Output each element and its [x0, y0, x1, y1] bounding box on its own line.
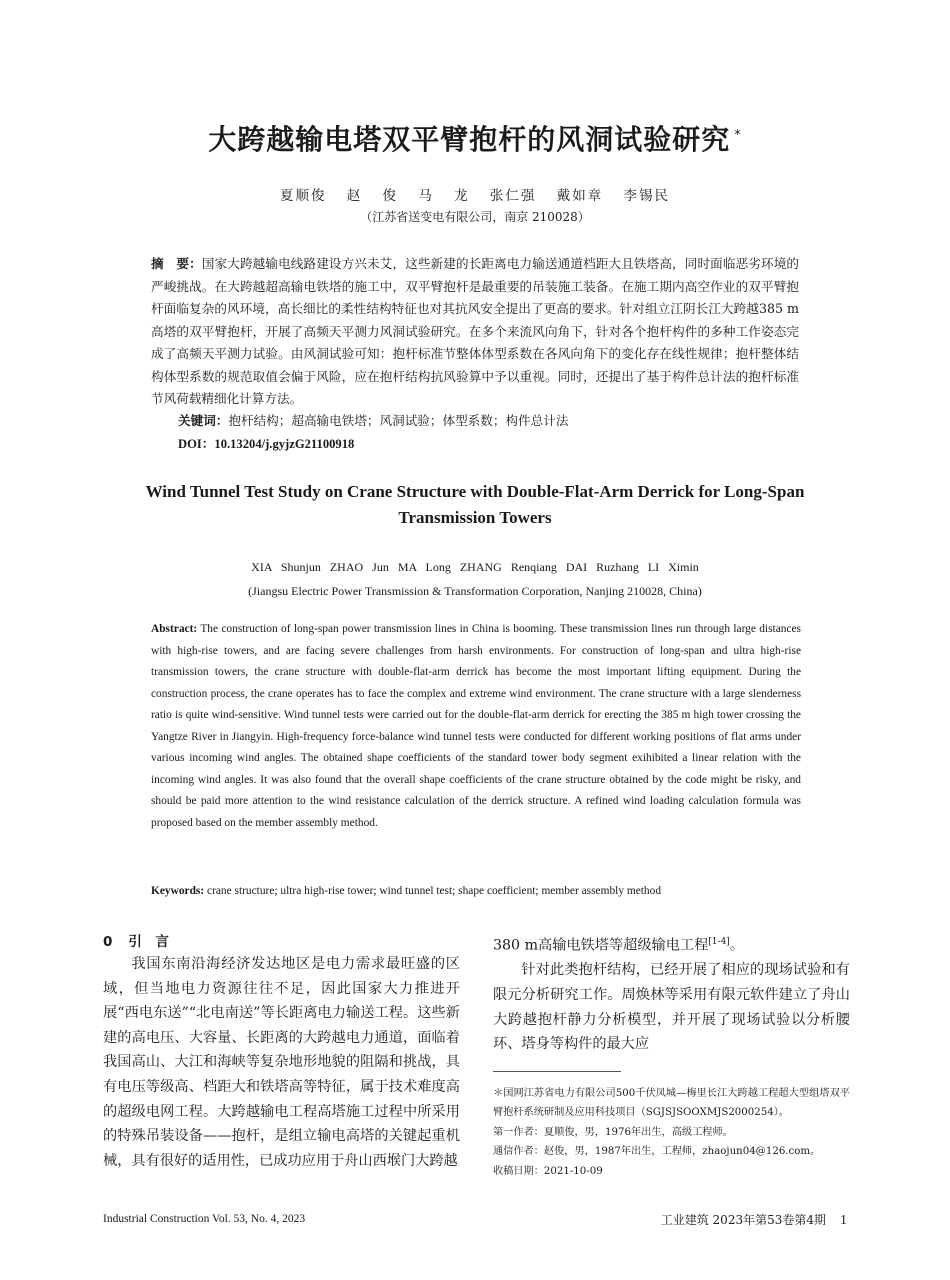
footnote-corresponding-author: 通信作者：赵俊，男，1987年出生，工程师，zhaojun04@126.com。 [493, 1146, 821, 1158]
body-column-right [493, 930, 850, 1181]
citation-ref: [1-4] [708, 937, 730, 947]
keywords-en-text: crane structure; ultra high-rise tower; wind tunnel test; shape coefficient; member assembly method [207, 885, 662, 897]
journal-footer-cn-text: 工业建筑 2023年第53卷第4期 [660, 1213, 826, 1227]
abstract-cn-text: 国家大跨越输电线路建设方兴未艾，这些新建的长距离电力输送通道档距大且铁塔高，同时面临恶劣环境的严峻挑战。在大跨越超高输电铁塔的施工中，双平臂抱杆是最重要的吊装施工装备。在施工期内高空作业的双平臂抱杆面临复杂的风环境，高长细比的柔性结构特征也对其抗风安全提出了更高的要求。针对组立江阴长江大跨越385 m高塔的双平臂抱杆，开展了高频天平测力风洞试验研究。在多个来流风向角下，针对各个抱杆构件的多种工作姿态完成了高频天平测力试验。由风洞试验可知：抱杆标准节整体体型系数在各风向角下的变化存在线性规律；抱杆整体结构体型系数的规范取值会偏于风险，应在抱杆结构抗风验算中予以重视。同时，还提出了基于构件总计法的抱杆标准节风荷载精细化计算方法。 [151, 256, 800, 406]
footnote-divider [493, 1071, 621, 1072]
footnote-funding: ＊国网江苏省电力有限公司500千伏凤城—梅里长江大跨越工程超大型组塔双平臂抱杆系统研制及应用科技项目（SGJSJSOOXMJS2000254）。 [493, 1087, 850, 1119]
keywords-cn-text: 抱杆结构；超高输电铁塔；风洞试验；体型系数；构件总计法 [228, 413, 569, 428]
abstract-en-label: Abstract: [151, 623, 198, 635]
journal-footer-en: Industrial Construction Vol. 53, No. 4, 2023 [103, 1213, 306, 1225]
doi-line [178, 433, 354, 452]
keywords-cn-label: 关键词： [178, 413, 229, 428]
authors-cn: 夏顺俊 赵 俊 马 龙 张仁强 戴如章 李锡民 [279, 188, 671, 204]
authors-en: XIA Shunjun ZHAO Jun MA Long ZHANG Renqiang DAI Ruzhang LI Ximin [251, 560, 699, 574]
intro-p1-cont-text: 380 m高输电铁塔等超级输电工程 [493, 937, 709, 954]
abstract-en [151, 619, 801, 834]
journal-footer-cn [661, 1211, 847, 1229]
doi-value: 10.13204/j.gyjzG21100918 [214, 437, 355, 451]
section-heading [103, 930, 460, 952]
intro-paragraph-2: 针对此类抱杆结构，已经开展了相应的现场试验和有限元分析研究工作。周焕林等采用有限元软件建立了舟山大跨越抱杆静力分析模型，并开展了现场试验以分析腰环、塔身等构件的最大应 [493, 962, 850, 1053]
affiliation-cn: （江苏省送变电有限公司，南京 210028） [360, 210, 590, 224]
intro-paragraph-1-continued [493, 930, 850, 958]
paper-title-cn [0, 118, 950, 158]
keywords-en [151, 885, 661, 897]
affiliation-en: (Jiangsu Electric Power Transmission & Transformation Corporation, Nanjing 210028, China) [248, 584, 702, 598]
abstract-en-text: The construction of long-span power transmission lines in China is booming. These transmission lines run through large distances with high-rise towers, and are facing severe challenges from harsh environments. For construction of long-span and ultra high-rise transmission towers, the crane structure with double-flat-arm derrick has become the most important lifting equipment. During the construction process, the crane operates has to face the complex and extreme wind environment. The crane structure with a large slenderness ratio is quite wind-sensitive. Wind tunnel tests were carried out for the double-flat-arm derrick for erecting the 385 m high tower crossing the Yangtze River in Jiangyin. High-frequency force-balance wind tunnel tests were conducted for different working positions of flat arms under various incoming wind angles. The obtained shape coefficients of the standard tower body segment exihibited a linear relation with the incoming wind angles. It was also found that the overall shape coefficients of the crane structure obtained by the code might be risky, and should be paid more attention to the wind resistance calculation of the derrick structure. A refined wind loading calculation formula was proposed based on the member assembly method. [151, 623, 801, 829]
abstract-cn [151, 253, 799, 411]
paper-title-en: Wind Tunnel Test Study on Crane Structure with Double-Flat-Arm Derrick for Long-Span Transmission Towers [145, 482, 805, 527]
doi-label: DOI： [178, 437, 215, 451]
title-footnote-mark: * [734, 127, 742, 143]
section-number: 0 [103, 934, 113, 950]
intro-p1-end: 。 [729, 937, 745, 954]
intro-paragraph-1: 我国东南沿海经济发达地区是电力需求最旺盛的区域，但当地电力资源往往不足，因此国家大力推进开展“西电东送”“北电南送”等长距离电力输送工程。这些新建的高电压、大容量、长距离的大跨越电力通道，面临着我国高山、大江和海峡等复杂地形地貌的阻隔和挑战，具有电压等级高、档距大和铁塔高等特征，属于技术难度高的超级电网工程。大跨越输电工程高塔施工过程中所采用的特殊吊装设备——抱杆，是组立输电高塔的关键起重机械，具有很好的适用性，已成功应用于舟山西堠门大跨越 [103, 956, 460, 1169]
page-number: 1 [840, 1213, 847, 1228]
footnote-received-date: 收稿日期：2021-10-09 [493, 1165, 603, 1177]
body-column-left [103, 930, 460, 1173]
keywords-cn [178, 410, 568, 429]
keywords-en-label: Keywords: [151, 885, 205, 897]
footnote-first-author: 第一作者：夏顺俊，男，1976年出生，高级工程师。 [493, 1126, 733, 1138]
abstract-cn-label: 摘 要： [151, 256, 202, 271]
title-cn-text: 大跨越输电塔双平臂抱杆的风洞试验研究 [208, 123, 731, 156]
section-title: 引 言 [128, 934, 169, 950]
